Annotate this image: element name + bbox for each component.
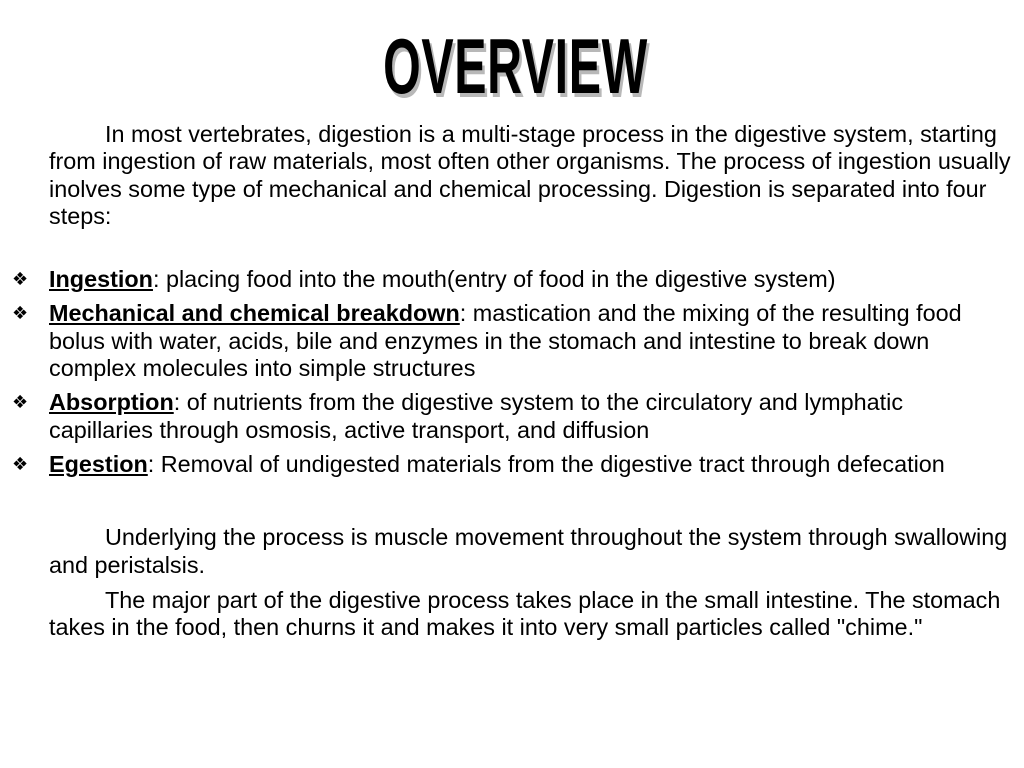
diamond-bullet-icon: ❖ <box>12 303 29 324</box>
spacer <box>0 579 1024 587</box>
step-description: : of nutrients from the digestive system to the circulatory and lymphatic capillaries through osmosis, active transport, and diffusion <box>49 389 904 443</box>
step-term: Ingestion <box>49 266 153 293</box>
step-term: Egestion <box>49 450 148 477</box>
step-term: Mechanical and chemical breakdown <box>49 300 460 327</box>
diamond-bullet-icon: ❖ <box>12 453 29 474</box>
spacer <box>0 485 1024 524</box>
movement-paragraph: Underlying the process is muscle movement throughout the system through swallowing and peristalsis. <box>49 524 1008 578</box>
digestion-steps-list <box>0 266 1024 478</box>
step-description: : Removal of undigested materials from the digestive tract through defecation <box>147 450 945 477</box>
list-item-absorption <box>0 389 1024 444</box>
step-description: : placing food into the mouth(entry of food in the digestive system) <box>152 266 836 293</box>
slide-title: OVERVIEW <box>382 22 648 110</box>
list-item-egestion <box>0 451 1024 478</box>
intro-paragraph: In most vertebrates, digestion is a multi-stage process in the digestive system, starting from ingestion of raw materials, most often other organisms. The process of ingestion usually inolves some type of mechanical and chemical processing. Digestion is separated into four steps: <box>49 121 1011 229</box>
step-term: Absorption <box>49 389 174 416</box>
diamond-bullet-icon: ❖ <box>12 269 29 290</box>
list-item-ingestion <box>0 266 1024 293</box>
step-description: : mastication and the mixing of the resulting food bolus with water, acids, bile and enzymes in the stomach and intestine to break down complex molecules into simple structures <box>49 300 962 382</box>
intestine-paragraph: The major part of the digestive process takes place in the small intestine. The stomach takes in the food, then churns it and makes it into very small particles called "chime." <box>49 586 1001 641</box>
title-area <box>0 20 1024 120</box>
diamond-bullet-icon: ❖ <box>12 392 29 413</box>
slide-body <box>0 121 1024 641</box>
list-item-breakdown <box>0 300 1024 382</box>
